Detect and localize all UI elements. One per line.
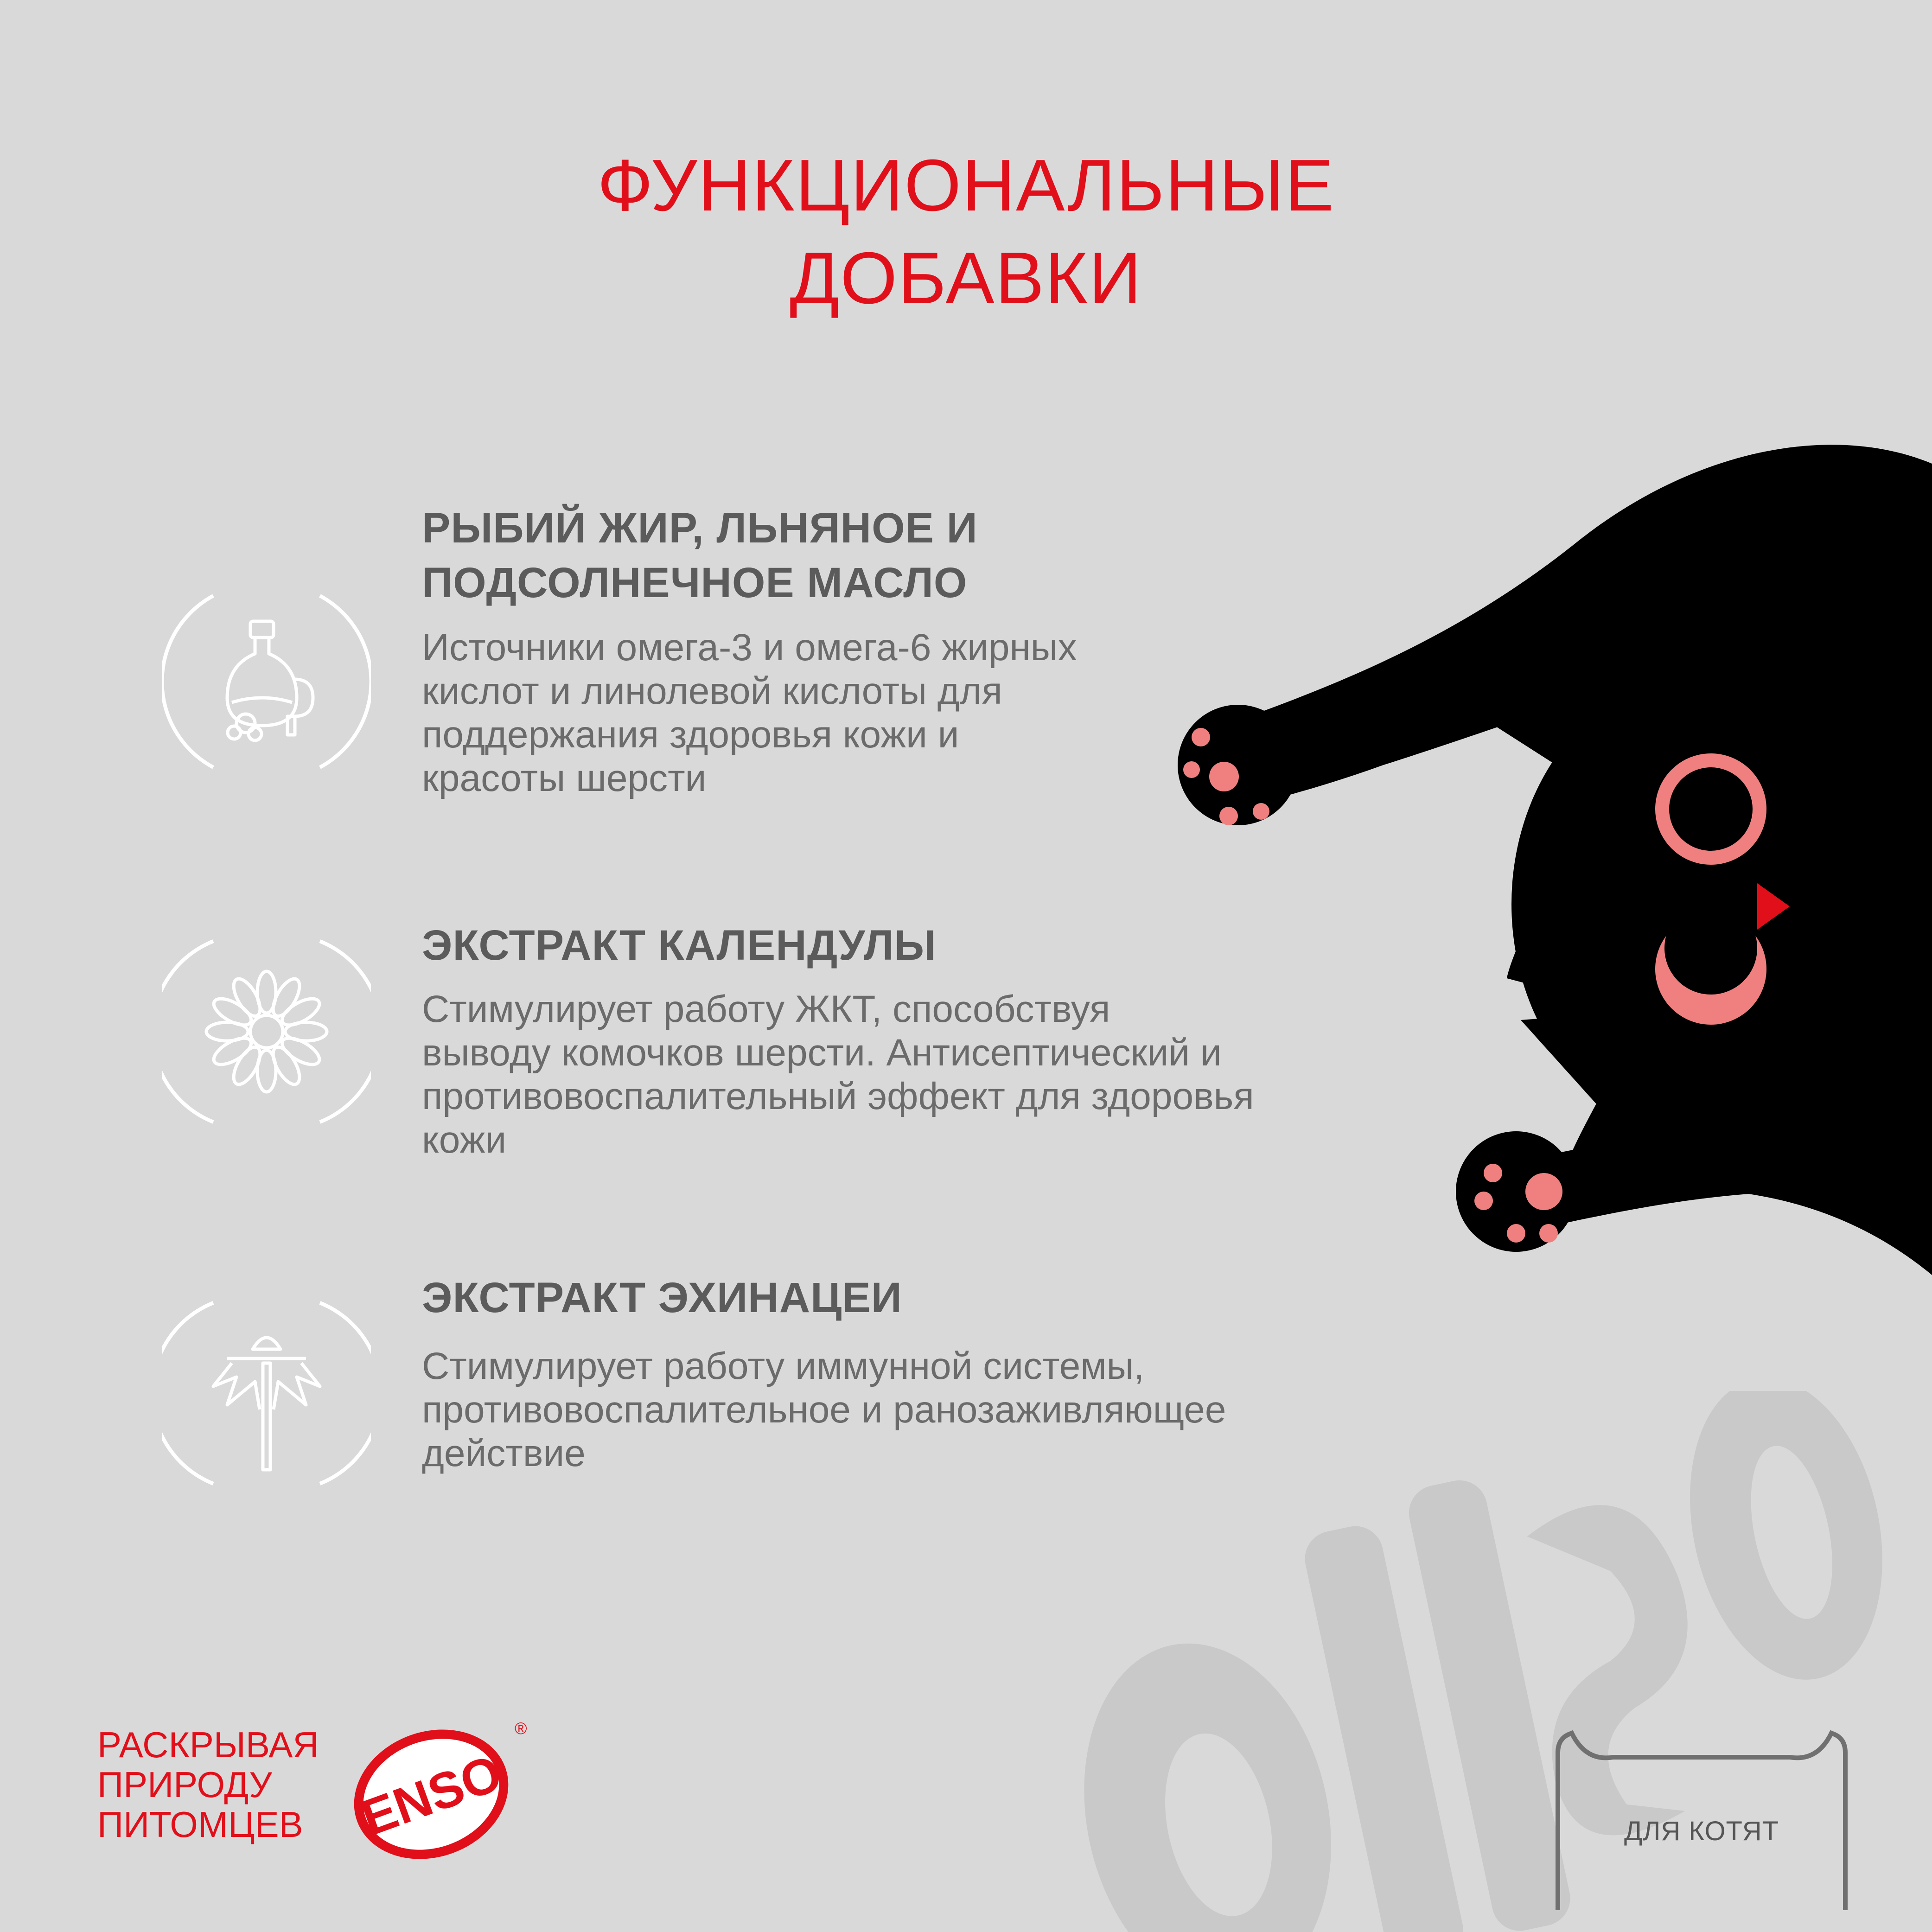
feature-title-line: ЭКСТРАКТ КАЛЕНДУЛЫ — [422, 922, 937, 969]
feature-desc-line: кислот и линолевой кислоты для — [422, 670, 1002, 712]
feature-desc-line: поддержания здоровья кожи и — [422, 714, 959, 756]
oil-bottle-icon — [162, 577, 371, 786]
feature-title-line: ПОДСОЛНЕЧНОЕ МАСЛО — [422, 559, 968, 606]
page-title — [0, 139, 1932, 325]
feature-title-line: ЭКСТРАКТ ЭХИНАЦЕИ — [422, 1274, 902, 1321]
feature-title — [422, 1270, 1303, 1325]
slogan-line: ПРИРОДУ — [97, 1764, 272, 1805]
feature-title-line: РЫБИЙ ЖИР, ЛЬНЯНОЕ И — [422, 504, 978, 552]
logo-text: ENSO — [354, 1744, 510, 1847]
kitten-badge — [1544, 1725, 1859, 1910]
enso-logo — [343, 1715, 529, 1864]
feature-description — [422, 626, 1349, 800]
feature-desc-line: действие — [422, 1432, 586, 1474]
brand-slogan — [97, 1725, 319, 1844]
kitten-label: ДЛЯ КОТЯТ — [1624, 1816, 1779, 1846]
feature-title — [422, 918, 1303, 973]
feature-title — [422, 501, 1303, 610]
feature-description — [422, 1345, 1349, 1475]
feature-desc-line: кожи — [422, 1119, 507, 1161]
lower-paw-icon — [1456, 1131, 1576, 1252]
feature-desc-line: противовоспалительный эффект для здоровья — [422, 1075, 1254, 1117]
feature-desc-line: Стимулирует работу ЖКТ, способствуя — [422, 988, 1110, 1030]
feature-description — [422, 988, 1349, 1162]
slogan-line: ПИТОМЦЕВ — [97, 1804, 303, 1845]
echinacea-flower-icon — [162, 1294, 371, 1502]
registered-mark: ® — [515, 1719, 527, 1738]
title-line-1: ФУНКЦИОНАЛЬНЫЕ — [597, 145, 1335, 226]
calendula-flower-icon — [162, 927, 371, 1136]
slogan-line: РАСКРЫВАЯ — [97, 1724, 319, 1765]
feature-desc-line: Источники омега-3 и омега-6 жирных — [422, 626, 1077, 669]
feature-desc-line: красоты шерсти — [422, 757, 707, 799]
feature-desc-line: выводу комочков шерсти. Антисептический и — [422, 1032, 1222, 1074]
feature-desc-line: Стимулирует работу иммунной системы, — [422, 1345, 1145, 1387]
feature-desc-line: противовоспалительное и ранозаживляющее — [422, 1389, 1226, 1431]
title-line-2: ДОБАВКИ — [790, 237, 1142, 319]
